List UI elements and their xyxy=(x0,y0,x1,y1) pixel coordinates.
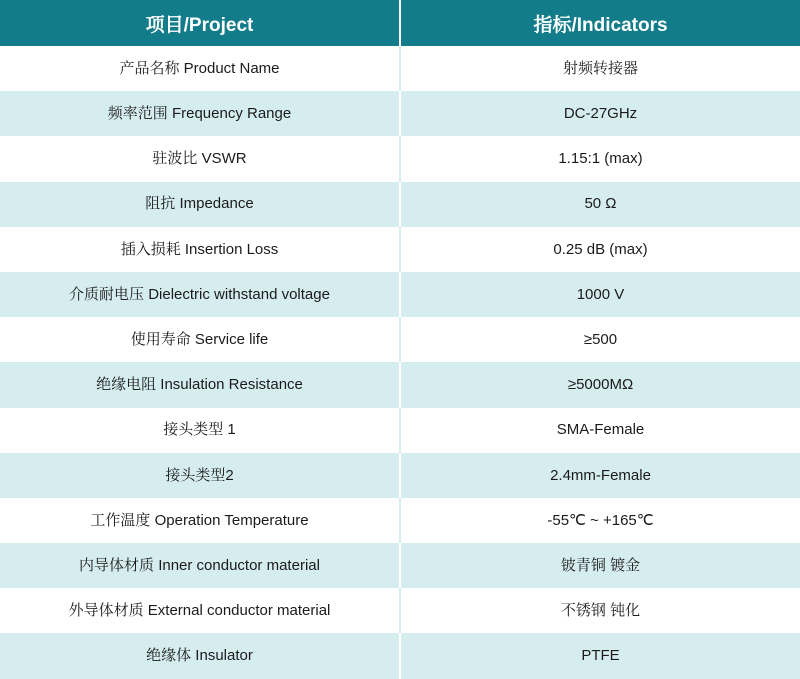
table-row xyxy=(0,408,800,453)
cell-indicator: -55℃ ~ +165℃ xyxy=(400,498,800,543)
cell-indicator: SMA-Female xyxy=(400,408,800,453)
cell-project: 使用寿命 Service life xyxy=(0,317,400,362)
cell-project: 产品名称 Product Name xyxy=(0,46,400,91)
cell-project: 插入损耗 Insertion Loss xyxy=(0,227,400,272)
cell-project: 频率范围 Frequency Range xyxy=(0,91,400,136)
cell-project: 接头类型2 xyxy=(0,453,400,498)
table-row xyxy=(0,498,800,543)
column-header-project: 项目/Project xyxy=(0,0,400,46)
cell-project: 绝缘电阻 Insulation Resistance xyxy=(0,362,400,407)
cell-indicator: ≥500 xyxy=(400,317,800,362)
table-header-row xyxy=(0,0,800,46)
cell-project: 接头类型 1 xyxy=(0,408,400,453)
cell-indicator: 50 Ω xyxy=(400,182,800,227)
cell-indicator: 铍青铜 镀金 xyxy=(400,543,800,588)
cell-project: 外导体材质 External conductor material xyxy=(0,588,400,633)
cell-indicator: 2.4mm-Female xyxy=(400,453,800,498)
table-row xyxy=(0,272,800,317)
table-row xyxy=(0,362,800,407)
cell-indicator: 0.25 dB (max) xyxy=(400,227,800,272)
table-header xyxy=(0,0,800,46)
table-row xyxy=(0,182,800,227)
cell-project: 驻波比 VSWR xyxy=(0,136,400,181)
cell-project: 绝缘体 Insulator xyxy=(0,633,400,678)
table-row xyxy=(0,633,800,678)
table-row xyxy=(0,543,800,588)
cell-indicator: 1000 V xyxy=(400,272,800,317)
cell-project: 介质耐电压 Dielectric withstand voltage xyxy=(0,272,400,317)
table-row xyxy=(0,227,800,272)
cell-indicator: ≥5000MΩ xyxy=(400,362,800,407)
cell-indicator: PTFE xyxy=(400,633,800,678)
table-row xyxy=(0,46,800,91)
table-row xyxy=(0,317,800,362)
column-header-indicator: 指标/Indicators xyxy=(400,0,800,46)
cell-indicator: 不锈钢 钝化 xyxy=(400,588,800,633)
cell-indicator: 1.15:1 (max) xyxy=(400,136,800,181)
cell-indicator: DC-27GHz xyxy=(400,91,800,136)
table-body xyxy=(0,46,800,679)
table-row xyxy=(0,136,800,181)
cell-project: 内导体材质 Inner conductor material xyxy=(0,543,400,588)
cell-indicator: 射频转接器 xyxy=(400,46,800,91)
cell-project: 阻抗 Impedance xyxy=(0,182,400,227)
table-row xyxy=(0,588,800,633)
cell-project: 工作温度 Operation Temperature xyxy=(0,498,400,543)
table-row xyxy=(0,91,800,136)
table-row xyxy=(0,453,800,498)
